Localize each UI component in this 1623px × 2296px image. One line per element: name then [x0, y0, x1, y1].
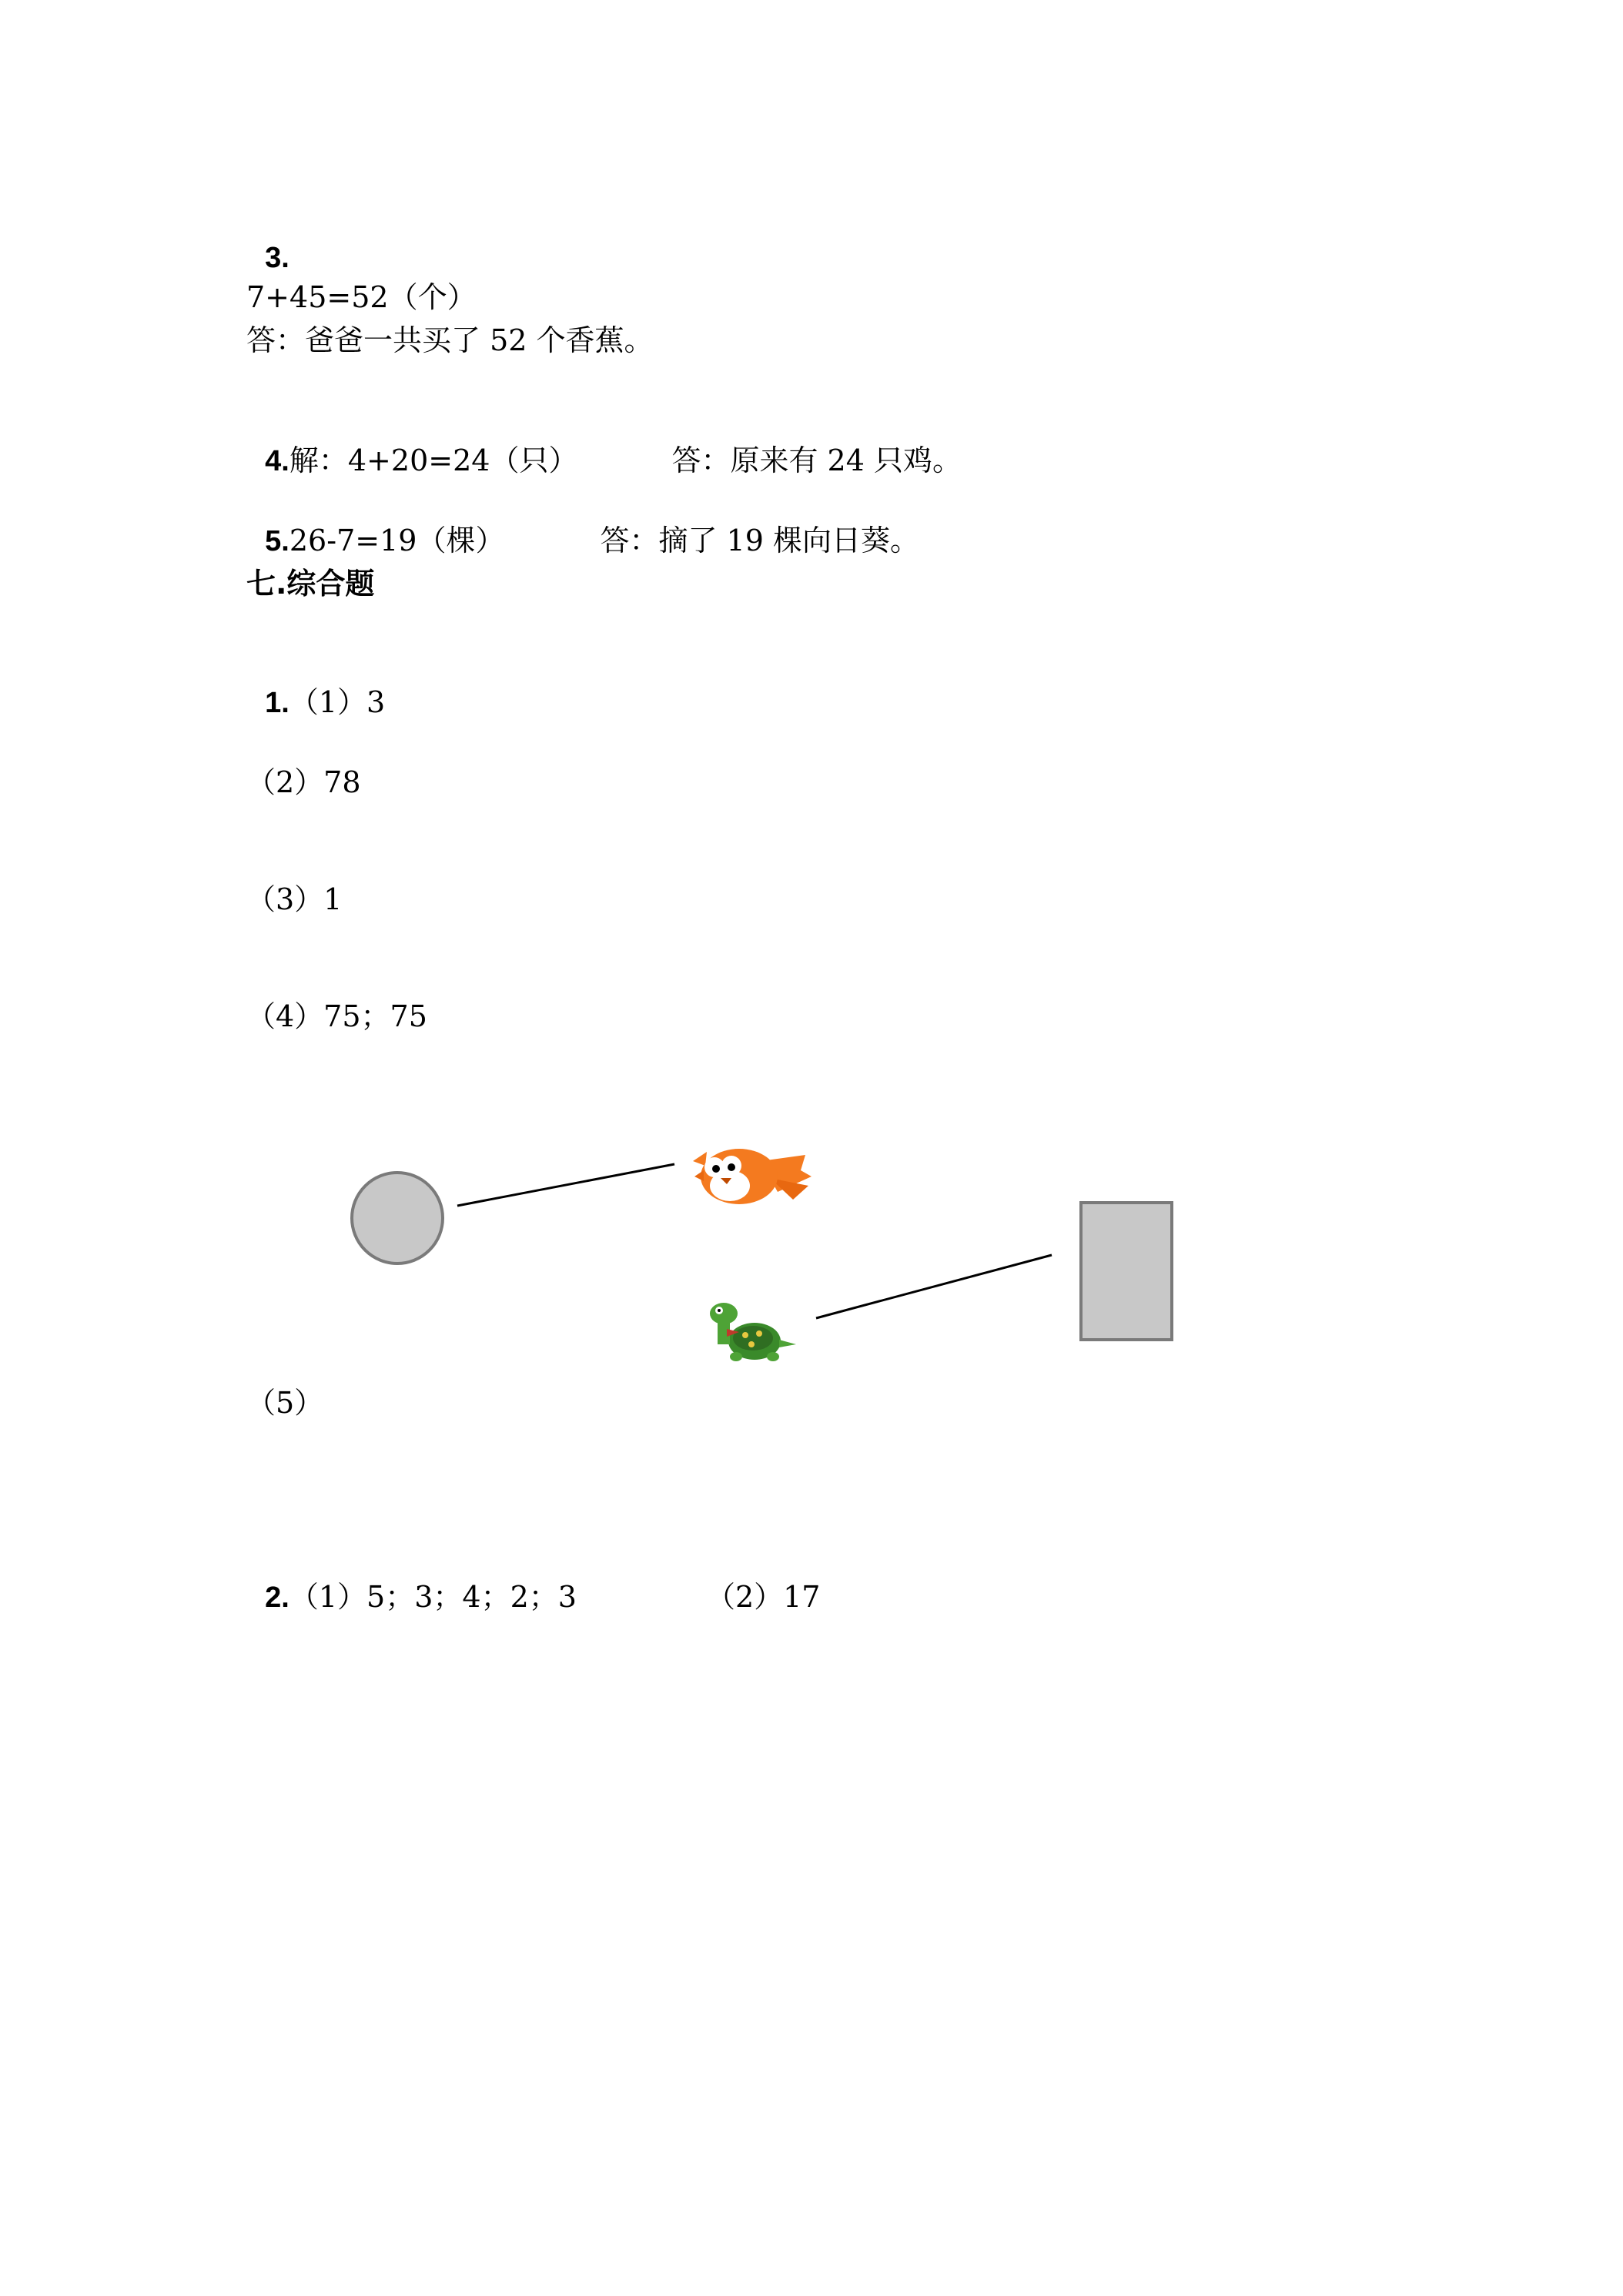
s7-q1-number: 1. — [265, 687, 289, 719]
s7-q2-line — [246, 1541, 820, 1616]
q5-number: 5. — [265, 525, 289, 557]
s7-q1-part4: （4）75；75 — [246, 999, 427, 1033]
q3-equation: 7+45=52（个） — [246, 280, 477, 314]
bird-icon — [693, 1149, 812, 1204]
s7-q2-number: 2. — [265, 1581, 289, 1614]
s7-q2-part1: （1）5；3；4；2；3 — [289, 1580, 577, 1614]
s7-q1-part2: （2）78 — [246, 765, 361, 799]
circle-shape — [352, 1173, 443, 1263]
rectangle-shape — [1081, 1203, 1172, 1340]
q3-number: 3. — [265, 242, 289, 274]
match-line-circle-bird — [457, 1164, 674, 1206]
match-line-turtle-rectangle — [816, 1255, 1052, 1318]
s7-q1-part5: （5） — [246, 1386, 324, 1420]
q3-answer: 答：爸爸一共买了 52 个香蕉。 — [246, 323, 654, 357]
q4-answer: 答：原来有 24 只鸡。 — [671, 443, 962, 477]
q5-solution: 26-7=19（棵） — [289, 524, 505, 557]
s7-q1-part3: （3）1 — [246, 882, 343, 916]
s7-q1-part1: （1）3 — [289, 685, 386, 719]
turtle-icon — [710, 1303, 796, 1361]
s7-q2-part2: （2）17 — [705, 1580, 821, 1614]
q4-number: 4. — [265, 445, 289, 477]
section-7-title: 七.综合题 — [246, 567, 375, 601]
q4-solution: 解：4+20=24（只） — [289, 443, 578, 477]
q5-answer: 答：摘了 19 棵向日葵。 — [600, 524, 919, 557]
